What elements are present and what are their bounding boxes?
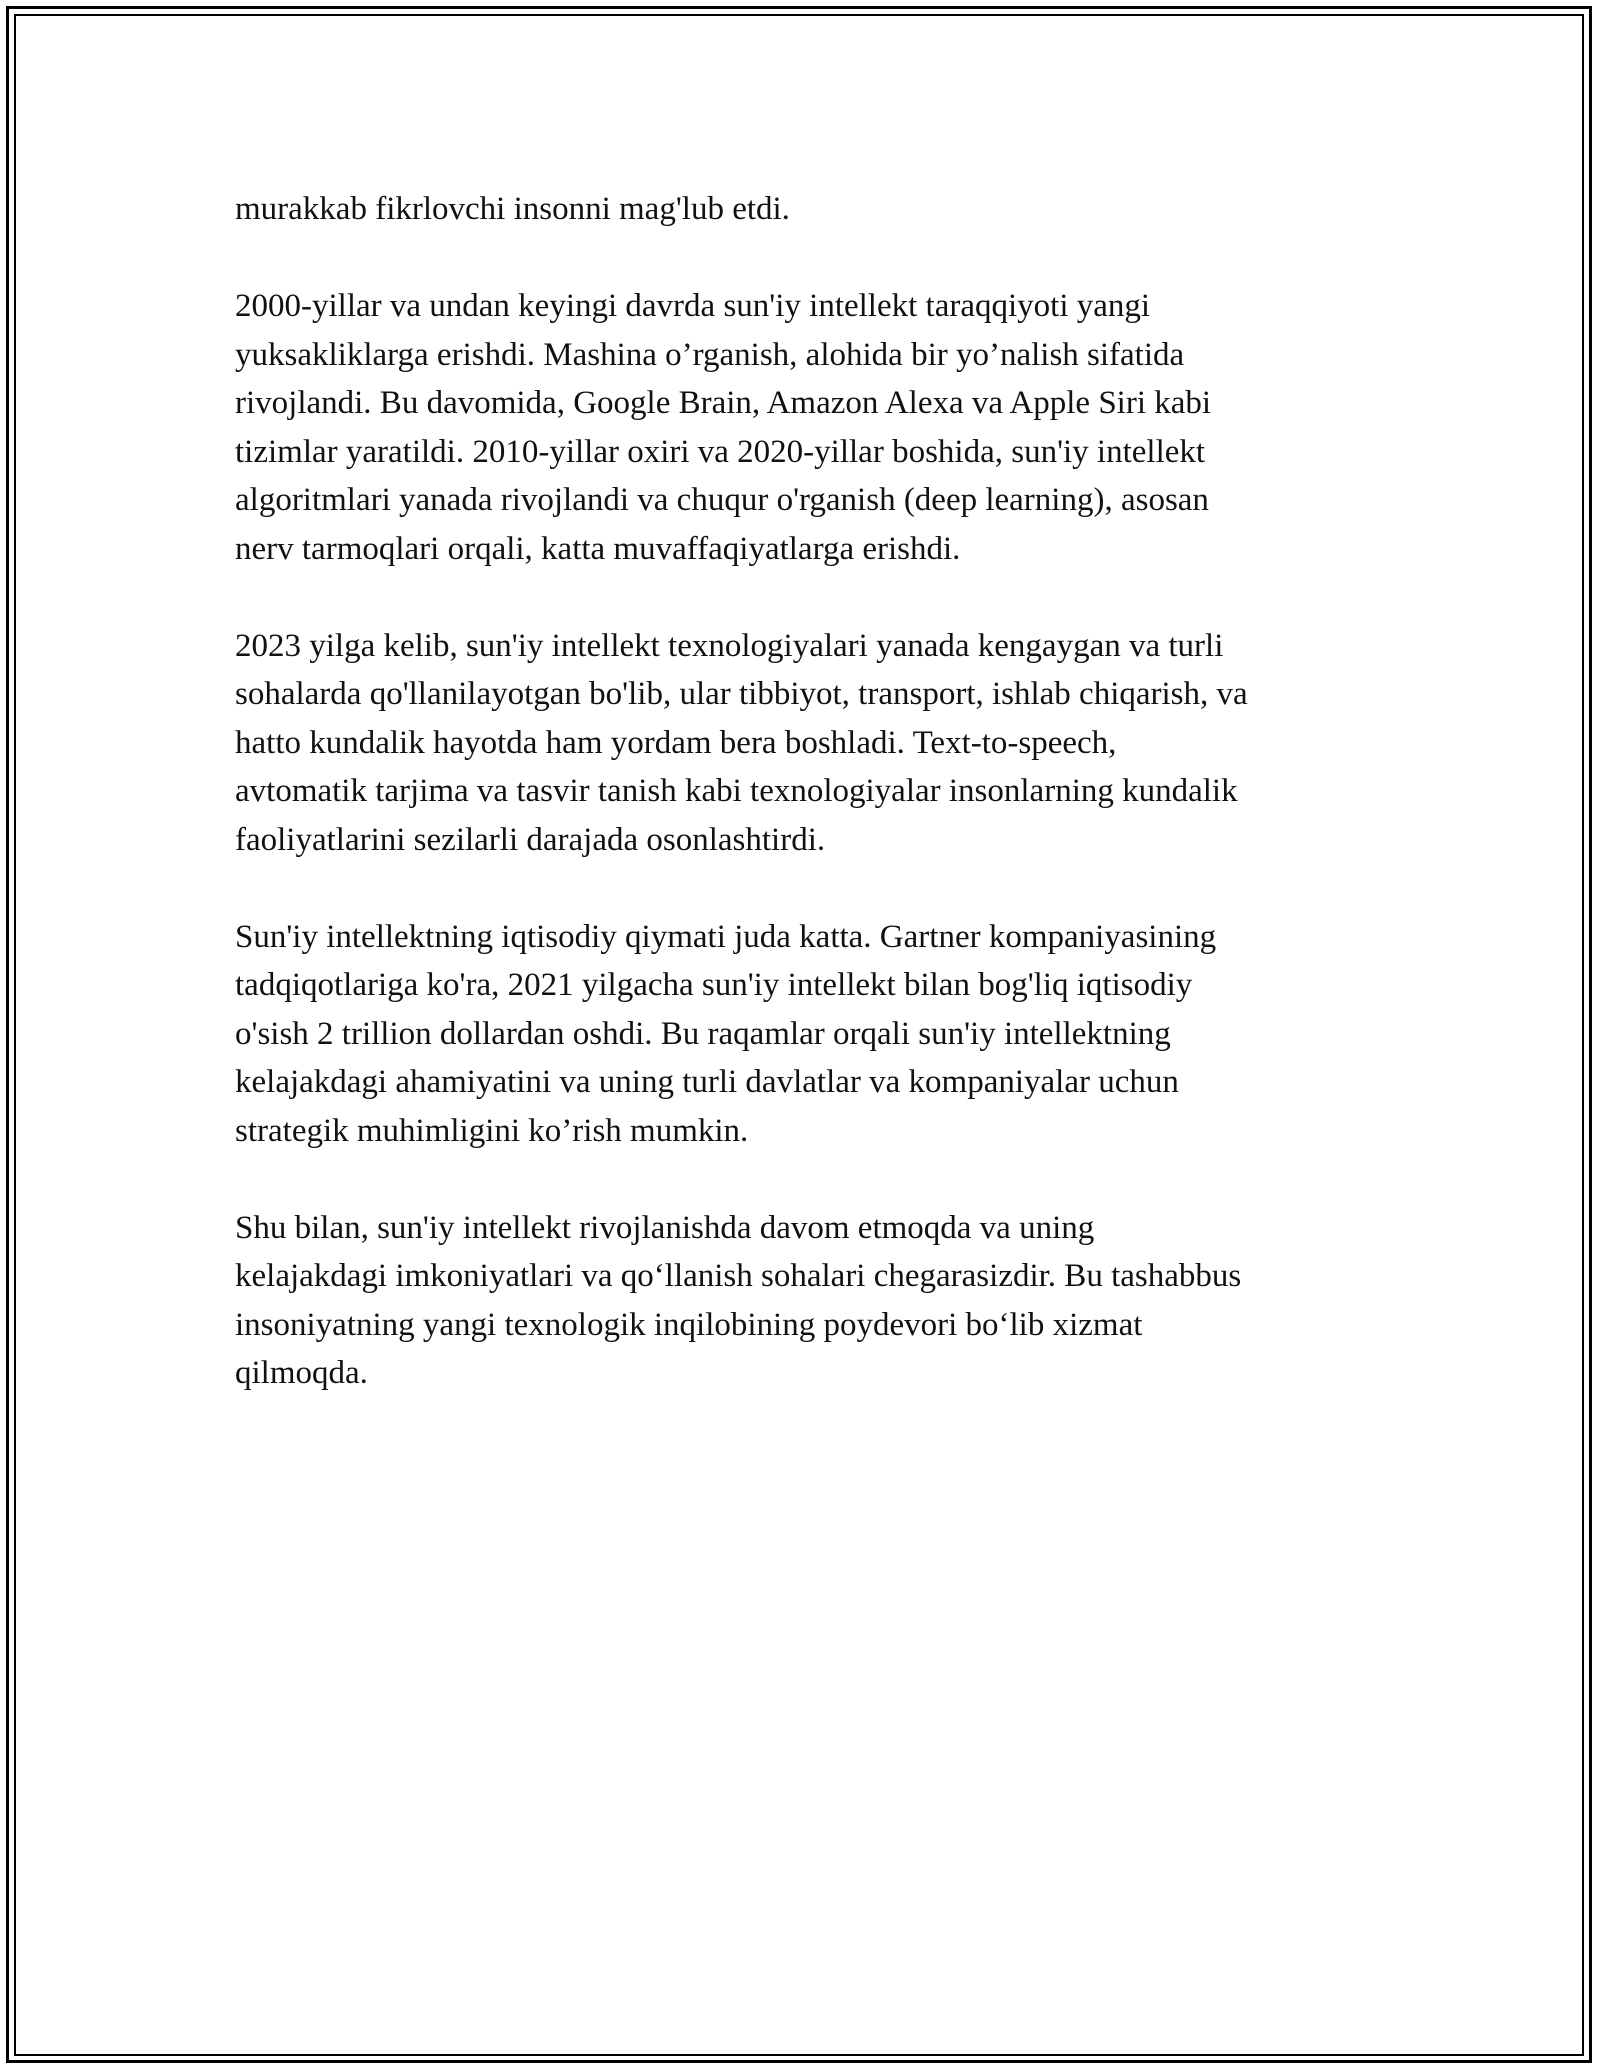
text-line: faoliyatlarini sezilarli darajada osonlashtirdi. — [235, 821, 826, 858]
paragraph-3 — [235, 622, 1375, 865]
text-line: murakkab fikrlovchi insonni mag'lub etdi. — [235, 191, 790, 227]
text-line: algoritmlari yanada rivojlandi va chuqur o'rganish (deep learning), asosan — [235, 482, 1209, 518]
text-line: Sun'iy intellektning iqtisodiy qiymati juda katta. Gartner kompaniyasining — [235, 918, 1217, 955]
text-line: tizimlar yaratildi. 2010-yillar oxiri va 2020-yillar boshida, sun'iy intellekt — [235, 433, 1206, 470]
text-line: strategik muhimligini ko’rish mumkin. — [235, 1112, 749, 1149]
text-line: kelajakdagi imkoniyatlari va qo‘llanish sohalari chegarasizdir. Bu tashabbus — [235, 1258, 1242, 1294]
text-line: yuksakliklarga erishdi. Mashina o’rganish, alohida bir yo’nalish sifatida — [235, 336, 1185, 373]
text-line: rivojlandi. Bu davomida, Google Brain, Amazon Alexa va Apple Siri kabi — [235, 385, 1212, 421]
document-body — [235, 185, 1375, 1446]
text-line: nerv tarmoqlari orqali, katta muvaffaqiyatlarga erishdi. — [235, 530, 961, 567]
text-line: hatto kundalik hayotda ham yordam bera boshladi. Text-to-speech, — [235, 724, 1117, 761]
paragraph-1 — [235, 185, 1375, 234]
text-line: sohalarda qo'llanilayotgan bo'lib, ular tibbiyot, transport, ishlab chiqarish, va — [235, 676, 1248, 712]
paragraph-4 — [235, 913, 1375, 1156]
text-line: tadqiqotlariga ko'ra, 2021 yilgacha sun'iy intellekt bilan bog'liq iqtisodiy — [235, 967, 1193, 1003]
text-line: insoniyatning yangi texnologik inqilobining poydevori bo‘lib xizmat — [235, 1306, 1143, 1343]
text-line: 2000-yillar va undan keyingi davrda sun'iy intellekt taraqqiyoti yangi — [235, 288, 1151, 324]
paragraph-2 — [235, 282, 1375, 573]
text-line: qilmoqda. — [235, 1355, 368, 1391]
paragraph-5 — [235, 1204, 1375, 1398]
text-line: kelajakdagi ahamiyatini va uning turli davlatlar va kompaniyalar uchun — [235, 1064, 1179, 1100]
text-line: o'sish 2 trillion dollardan oshdi. Bu raqamlar orqali sun'iy intellektning — [235, 1015, 1171, 1052]
text-line: Shu bilan, sun'iy intellekt rivojlanishda davom etmoqda va uning — [235, 1209, 1095, 1246]
text-line: avtomatik tarjima va tasvir tanish kabi texnologiyalar insonlarning kundalik — [235, 773, 1238, 809]
text-line: 2023 yilga kelib, sun'iy intellekt texnologiyalari yanada kengaygan va turli — [235, 627, 1224, 664]
